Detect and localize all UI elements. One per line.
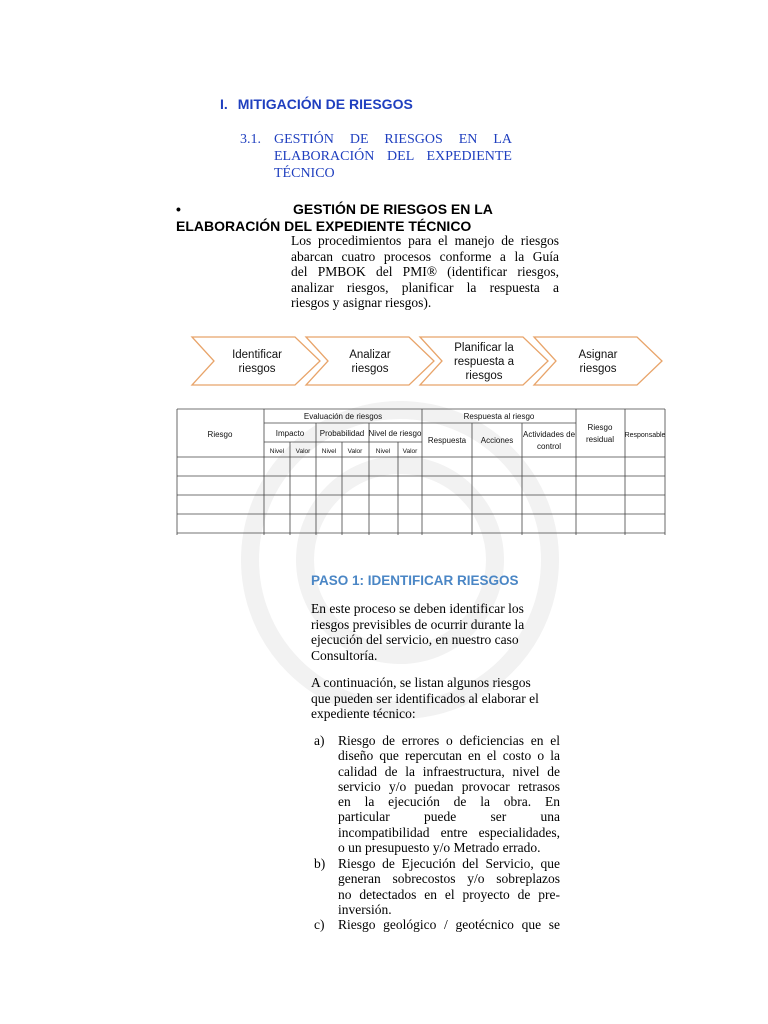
table-header-impacto: Impacto <box>275 429 305 438</box>
section-title: MITIGACIÓN DE RIESGOS <box>237 96 413 112</box>
subsection-title <box>274 131 512 182</box>
paragraph-line: Consultoría. <box>311 647 378 663</box>
list-item-line: Riesgo geológico / geotécnico que se <box>338 917 560 932</box>
table-header-nivel-de-riesgo: Nivel de riesgo <box>368 429 422 438</box>
table-header-riesgo: Riesgo <box>207 430 233 439</box>
table-header-responsable: Responsable <box>624 432 666 439</box>
flow-step-label: riesgos <box>579 363 617 375</box>
list-item <box>314 917 562 933</box>
flow-step-label: riesgos <box>465 370 503 382</box>
paso1-title: PASO 1: IDENTIFICAR RIESGOS <box>311 573 519 588</box>
paragraph-line: riesgos previsibles de ocurrir durante la <box>311 616 525 632</box>
list-item-line: no detectados en el proyecto de pre- <box>338 886 560 902</box>
section-number: I. <box>220 96 228 112</box>
list-item-line: particular puede ser una <box>338 809 560 825</box>
paragraph-line: En este proceso se deben identificar los <box>311 601 524 616</box>
list-item-line: incompatibilidad entre especialidades, <box>338 824 560 840</box>
list-item-label: c) <box>314 917 325 932</box>
intro-line: analizar riesgos, planificar la respuesta a <box>291 279 559 295</box>
table-header-riesgo-residual: Riesgo <box>587 423 613 432</box>
list-item-label: b) <box>314 856 326 871</box>
subsection-title-line: TÉCNICO <box>274 166 335 181</box>
chevron-analizar <box>306 337 434 385</box>
chevron-asignar <box>534 337 662 385</box>
table-subheader-valor: Valor <box>347 448 363 455</box>
risk-table <box>176 408 668 538</box>
list-item-line: diseño que repercutan en el costo o la <box>338 748 560 764</box>
list-item-line: o un presupuesto y/o Metrado errado. <box>338 840 541 856</box>
list-item-text <box>338 733 560 855</box>
flow-step-label: riesgos <box>238 363 276 375</box>
table-header-actividades-control: control <box>536 442 562 451</box>
paragraph-line: expediente técnico: <box>311 706 416 722</box>
subsection-title-line: GESTIÓN DE RIESGOS EN LA <box>274 132 512 147</box>
flow-step-label: Identificar <box>232 349 282 361</box>
flow-step-label: riesgos <box>351 363 389 375</box>
list-item-line: Riesgo de Ejecución del Servicio, que <box>338 856 560 871</box>
table-header-riesgo-residual: residual <box>585 435 615 444</box>
bullet-heading-line: ELABORACIÓN DEL EXPEDIENTE TÉCNICO <box>176 218 472 234</box>
list-item-text <box>338 917 560 932</box>
paragraph-line: ejecución del servicio, en nuestro caso <box>311 632 519 648</box>
intro-line: Los procedimientos para el manejo de riesgos <box>291 233 559 248</box>
intro-line: riesgos y asignar riesgos). <box>291 295 432 310</box>
subsection-title-line: ELABORACIÓN DEL EXPEDIENTE <box>274 149 512 164</box>
table-subheader-valor: Valor <box>295 448 311 455</box>
subsection-number: 3.1. <box>240 132 261 147</box>
table-header-acciones: Acciones <box>480 436 514 445</box>
list-item-line: generan sobrecostos y/o sobreplazos <box>338 871 560 887</box>
flow-step-label: Analizar <box>349 349 391 361</box>
paso1-paragraph1 <box>311 601 571 663</box>
list-item-line: Riesgo de errores o deficiencias en el <box>338 733 560 748</box>
table-subheader-nivel: Nivel <box>375 448 391 455</box>
bullet-heading <box>176 201 506 235</box>
table-subheader-valor: Valor <box>402 448 418 455</box>
list-item <box>314 733 562 857</box>
intro-line: abarcan cuatro procesos conforme a la Guía <box>291 248 559 264</box>
table-subheader-nivel: Nivel <box>321 448 337 455</box>
bullet-heading-line: GESTIÓN DE RIESGOS EN LA <box>293 201 493 217</box>
list-item-line: en la ejecución de la obra. En <box>338 794 560 810</box>
table-subheader-nivel: Nivel <box>269 448 285 455</box>
list-item-text <box>338 856 560 917</box>
flow-step-label: Asignar <box>578 349 618 361</box>
table-header-respuesta-al-riesgo: Respuesta al riesgo <box>463 412 535 421</box>
table-header-evaluacion: Evaluación de riesgos <box>303 412 383 421</box>
bullet-icon: • <box>176 201 181 217</box>
section-heading <box>220 96 413 112</box>
list-item-label: a) <box>314 733 325 748</box>
list-item <box>314 856 562 918</box>
intro-paragraph <box>291 233 559 311</box>
list-item-line: servicio y/o puedan provocar retrasos <box>338 778 560 794</box>
paragraph-line: A continuación, se listan algunos riesgos <box>311 675 531 690</box>
table-header-probabilidad: Probabilidad <box>319 429 365 438</box>
intro-line: del PMBOK del PMI® (identificar riesgos, <box>291 264 559 279</box>
list-item-line: calidad de la infraestructura, nivel de <box>338 763 560 779</box>
flow-step-label: respuesta a <box>453 356 515 368</box>
process-flow-diagram <box>190 335 665 387</box>
table-header-actividades-control: Actividades de <box>522 430 576 439</box>
flow-step-label: Planificar la <box>454 342 514 354</box>
list-item-line: inversión. <box>338 901 392 917</box>
paragraph-line: que pueden ser identificados al elaborar el <box>311 690 539 706</box>
table-header-respuesta: Respuesta <box>427 436 467 445</box>
chevron-identificar <box>192 337 320 385</box>
paso1-paragraph2 <box>311 675 571 722</box>
